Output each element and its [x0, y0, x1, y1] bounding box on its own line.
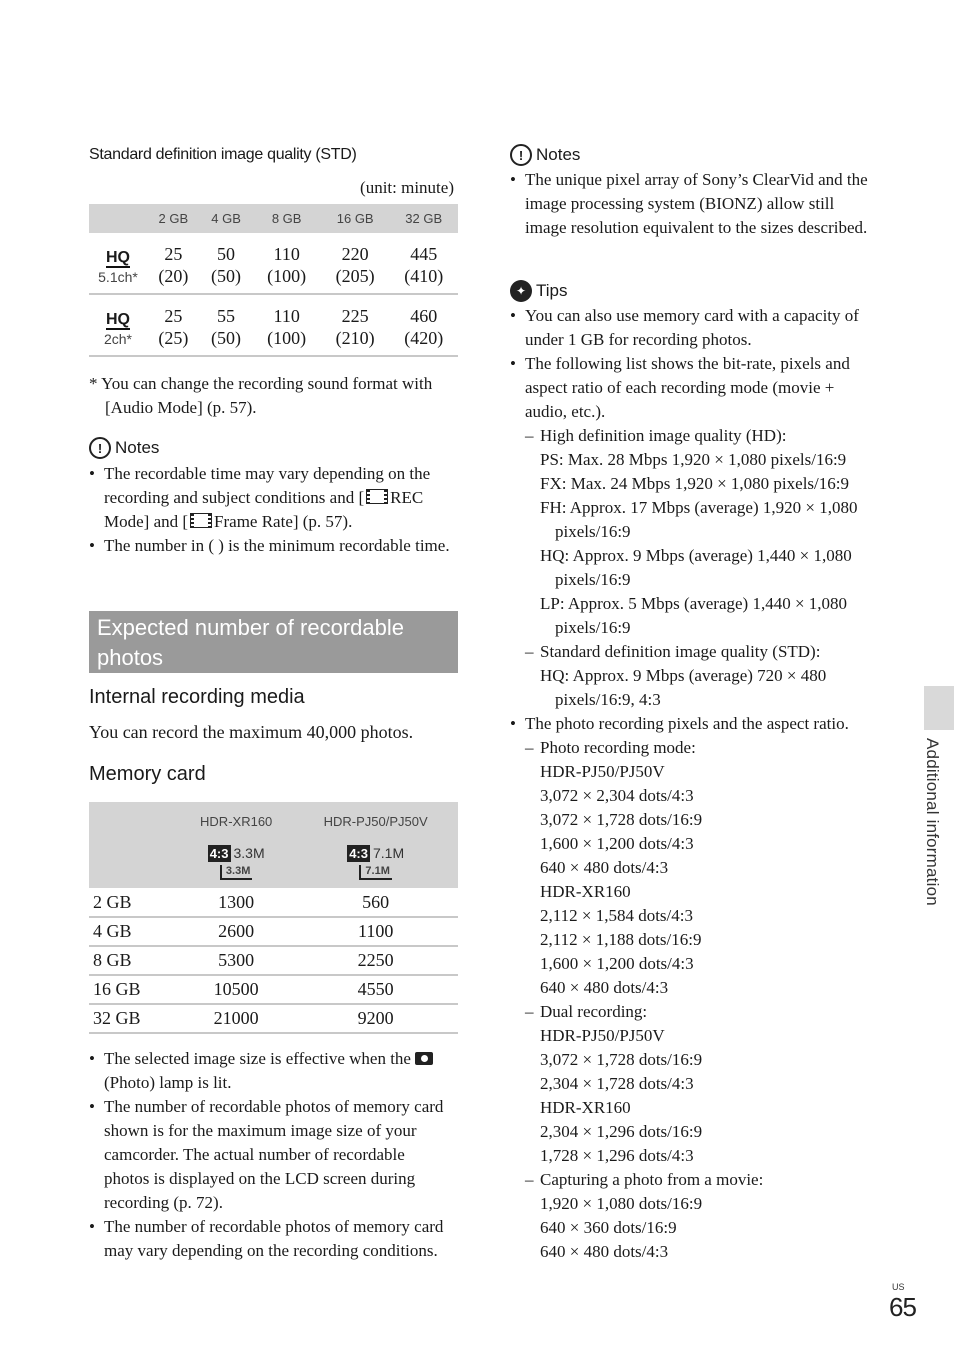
list-item: • The following list shows the bit-rate, pixels and aspect ratio of each recording mode (movie + audio, etc.). – High definition image quality (HD): PS: Max. 28 Mbps 1,920 × 1,080 pixels/16:9 FX: Max. 24 Mbps 1,920 × 1,080 pixels/16:9 FH: Approx. 17 Mbps (average) 1,920 × 1,080 pixels/16:9 HQ: Approx. 9 Mbps (average) 1,440 × 1,080 pixels/16:9 LP: Approx. 5 Mbps (average) 1,440 × 1,080 pixels/16:9 – Standard definition image quality (STD): HQ: Approx. 9 Mbps (average) 720 × 480 pixels/16:9, 4:3 [510, 352, 880, 712]
std-table-header-row [89, 204, 458, 233]
table-row: 32 GB 21000 9200 [89, 1004, 458, 1033]
audio-format-label: 5.1ch* [98, 268, 138, 285]
film-icon [190, 513, 212, 528]
notes-icon: ! [89, 437, 111, 459]
table-row [89, 294, 458, 356]
aspect-ratio-icon: 4:3 [349, 845, 368, 861]
list-item: • You can also use memory card with a capacity of under 1 GB for recording photos. [510, 304, 880, 352]
list-item: • The photo recording pixels and the aspect ratio. – Photo recording mode: HDR-PJ50/PJ50V 3,072 × 2,304 dots/4:3 3,072 × 1,728 dots/16:9 1,600 × 1,200 dots/4:3 640 × 480 dots/4:3 HDR-XR160 2,112 × 1,584 dots/4:3 2,112 × 1,188 dots/16:9 1,600 × 1,200 dots/4:3 640 × 480 dots/4:3 – Dual recording: HDR-PJ50/PJ50V 3,072 × 1,728 dots/16:9 2,304 × 1,728 dots/4:3 HDR-XR160 2,304 × 1,296 dots/16:9 1,728 × 1,296 dots/4:3 – Capturing a photo from a movie: 1,920 × 1,080 dots/16:9 640 × 360 dots/16:9 640 × 480 dots/4:3 [510, 712, 880, 1264]
internal-media-heading: Internal recording media [89, 686, 305, 708]
list-item: • The selected image size is effective when the (Photo) lamp is lit. [89, 1047, 444, 1095]
lightbulb-icon: ✦ [510, 280, 532, 302]
model-header: HDR-PJ50/PJ50V [293, 802, 458, 836]
section-title: Expected number of recordable photos [89, 611, 458, 673]
std-col-header: 8 GB [252, 204, 321, 233]
mem-table-size-row [89, 836, 458, 888]
std-col-header: 16 GB [321, 204, 390, 233]
photo-notes-list [89, 1047, 444, 1263]
std-table-corner [89, 204, 147, 233]
sub-heading: – Capturing a photo from a movie: [525, 1168, 880, 1192]
sub-heading: – High definition image quality (HD): [525, 424, 880, 448]
tips-heading: ✦ Tips [510, 280, 568, 302]
time-cell: 110 (100) [252, 233, 321, 294]
std-col-header: 32 GB [389, 204, 458, 233]
image-size-icon: 7.1M [359, 865, 391, 880]
sub-heading: – Standard definition image quality (STD): [525, 640, 880, 664]
hq-mode-icon: HQ [106, 248, 130, 266]
std-col-header: 2 GB [147, 204, 200, 233]
size-header: 4:3 7.1M 7.1M [293, 836, 458, 888]
hq-mode-icon: HQ [106, 310, 130, 328]
mem-table-corner [89, 802, 179, 836]
detail-line: FH: Approx. 17 Mbps (average) 1,920 × 1,080 pixels/16:9 [540, 498, 858, 541]
memory-card-heading: Memory card [89, 763, 206, 785]
time-cell: 445 (410) [389, 233, 458, 294]
memory-card-photos-table [89, 802, 458, 1034]
time-cell: 50 (50) [200, 233, 253, 294]
sub-heading: – Dual recording: [525, 1000, 880, 1024]
detail-line: HQ: Approx. 9 Mbps (average) 720 × 480 pixels/16:9, 4:3 [540, 666, 827, 709]
tips-list [510, 304, 880, 1264]
std-col-header: 4 GB [200, 204, 253, 233]
time-cell: 25 (20) [147, 233, 200, 294]
list-item: • The number of recordable photos of memory card shown is for the maximum image size of your camcorder. The actual number of recordable photos is displayed on the LCD screen during recording (p. 72). [89, 1095, 444, 1215]
notes-heading [89, 437, 159, 459]
detail-line: HQ: Approx. 9 Mbps (average) 1,440 × 1,080 pixels/16:9 [540, 546, 852, 589]
list-item: • The recordable time may vary depending on the recording and subject conditions and [ REC Mode] and [ Frame Rate] (p. 57). [89, 462, 458, 534]
notes-list [89, 462, 458, 558]
std-table-title: Standard definition image quality (STD) [89, 146, 357, 163]
camera-icon [415, 1052, 433, 1065]
table-row: 2 GB 1300 560 [89, 888, 458, 917]
table-row: 16 GB 10500 4550 [89, 975, 458, 1004]
detail-line: LP: Approx. 5 Mbps (average) 1,440 × 1,080 pixels/16:9 [540, 594, 848, 637]
time-cell: 110 (100) [252, 294, 321, 356]
aspect-ratio-icon: 4:3 [209, 845, 229, 861]
chapter-side-label: Additional information [923, 738, 942, 906]
footnote: * You can change the recording sound format with [Audio Mode] (p. 57). [89, 374, 433, 417]
sub-heading: – Photo recording mode: [525, 736, 880, 760]
mem-table-model-row [89, 802, 458, 836]
list-item: • The unique pixel array of Sony’s ClearVid and the image processing system (BIONZ) allow still image resolution equivalent to the sizes described. [510, 168, 870, 240]
audio-format-label: 2ch* [103, 330, 133, 347]
model-header: HDR-XR160 [179, 802, 293, 836]
region-code: US [892, 1282, 905, 1292]
table-row [89, 233, 458, 294]
notes-heading-label: Notes [115, 438, 160, 457]
size-header: 4:3 3.3M 3.3M [179, 836, 293, 888]
table-row: 8 GB 5300 2250 [89, 946, 458, 975]
quality-cell [89, 233, 147, 294]
time-cell: 220 (205) [321, 233, 390, 294]
time-cell: 225 (210) [321, 294, 390, 356]
notes-heading: ! Notes [510, 144, 580, 166]
time-cell: 25 (25) [147, 294, 200, 356]
list-item: • The number of recordable photos of memory card may vary depending on the recording conditions. [89, 1215, 444, 1263]
time-cell: 55 (50) [200, 294, 253, 356]
film-icon [366, 489, 388, 504]
table-row: 4 GB 2600 1100 [89, 917, 458, 946]
notes-icon: ! [510, 144, 532, 166]
quality-cell [89, 294, 147, 356]
notes-list [510, 168, 870, 240]
time-cell: 460 (420) [389, 294, 458, 356]
internal-media-text: You can record the maximum 40,000 photos. [89, 722, 414, 742]
unit-label: (unit: minute) [360, 178, 454, 197]
image-size-icon: 3.3M [220, 865, 252, 880]
page-number: 65 [889, 1292, 916, 1322]
detail-line: PS: Max. 28 Mbps 1,920 × 1,080 pixels/16:9 [540, 450, 847, 469]
list-item: • The number in ( ) is the minimum recordable time. [89, 534, 458, 558]
chapter-tab-marker [924, 686, 954, 730]
std-recording-time-table [89, 204, 458, 357]
detail-line: FX: Max. 24 Mbps 1,920 × 1,080 pixels/16:9 [540, 474, 849, 493]
